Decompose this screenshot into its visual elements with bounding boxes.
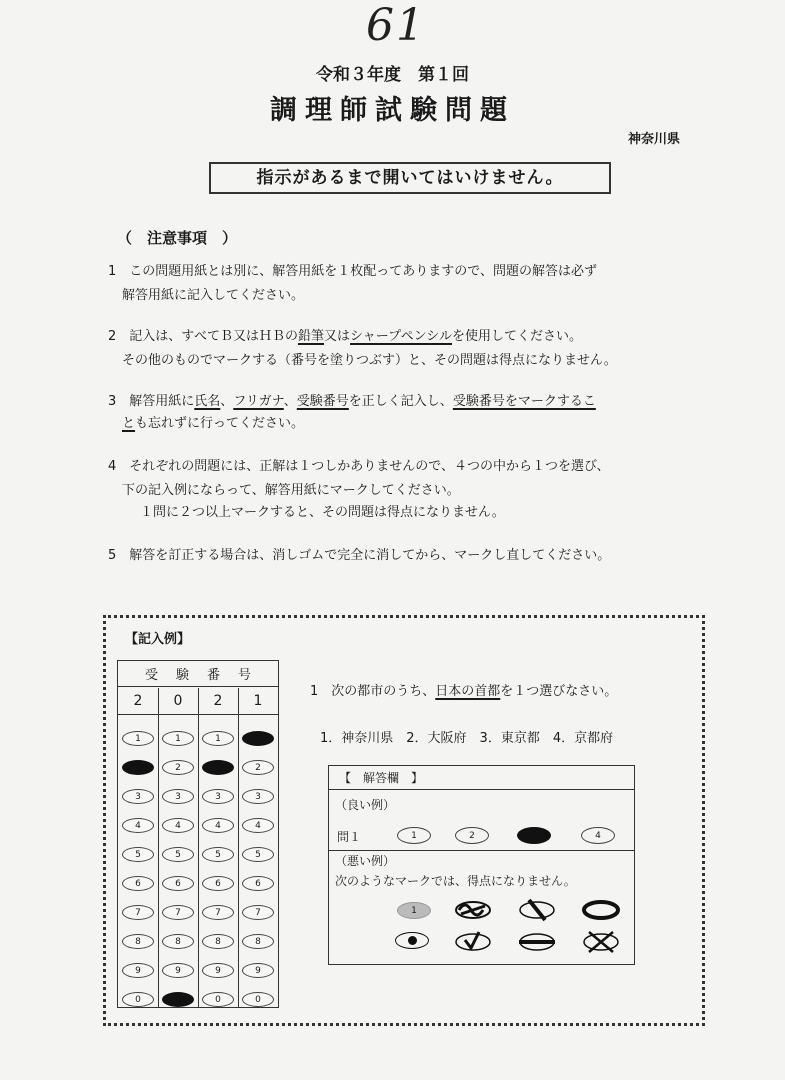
bad-mark-scribble: [456, 902, 490, 918]
exam-number-bubble: 7: [242, 905, 274, 920]
bad-mark-check: [456, 932, 490, 950]
exam-number-bubble: 4: [202, 818, 234, 833]
exam-number-bubble: 9: [162, 963, 194, 978]
note-2-text-a: 2 記入は、すべてＢ又はＨＢの: [108, 329, 299, 344]
note-5: 5 解答を訂正する場合は、消しゴムで完全に消してから、マークし直してください。: [108, 548, 611, 563]
bad-mark-cross: [584, 932, 618, 952]
exam-number-bubble: 0: [242, 992, 274, 1007]
note-2-mechanical-pencil: シャープペンシル: [350, 329, 452, 344]
note-2-line-1: [108, 325, 582, 349]
bad-mark-thick-ring: [584, 902, 618, 918]
handwritten-number: 61: [366, 0, 426, 51]
exam-digit: 2: [213, 693, 223, 709]
example-question: [310, 680, 617, 699]
exam-number-bubble: 1: [122, 731, 154, 746]
note-3-furigana: フリガナ: [233, 394, 284, 409]
exam-title: 調理師試験問題: [270, 95, 515, 126]
note-4-line-2: 下の記入例にならって、解答用紙にマークしてください。: [122, 483, 460, 498]
note-3-name: 氏名: [194, 394, 221, 409]
exam-number-bubble: 2: [202, 760, 234, 775]
exam-number-bubble: 1: [202, 731, 234, 746]
exam-number-bubble: 4: [162, 818, 194, 833]
exam-number-bubble: 7: [162, 905, 194, 920]
note-2-text-c: を使用してください。: [451, 329, 582, 344]
note-3-mark-exam-number: 受験番号をマークするこ: [452, 394, 596, 409]
bad-example-note: 次のようなマークでは、得点になりません。: [335, 874, 576, 888]
note-2-text-b: 又は: [324, 329, 351, 344]
exam-number-bubble: 8: [202, 934, 234, 949]
note-3-exam-number: 受験番号: [296, 394, 349, 409]
example-choices: 1．神奈川県 2．大阪府 3．東京都 4．京都府: [320, 731, 614, 746]
exam-number-bubble: 9: [242, 963, 274, 978]
note-3-text-c: 、: [283, 394, 297, 409]
answer-box-divider: [329, 850, 634, 851]
exam-number-header-char: 受: [144, 668, 158, 683]
note-3-text-b: 、: [220, 394, 234, 409]
bad-mark-line: [519, 934, 555, 950]
exam-number-bubble: 3: [122, 789, 154, 804]
exam-number-bubble: 8: [162, 934, 194, 949]
exam-number-header: [118, 661, 278, 687]
exam-number-bubble: 3: [242, 789, 274, 804]
exam-number-bubble: 6: [162, 876, 194, 891]
note-4-line-1: 4 それぞれの問題には、正解は１つしかありませんので、４つの中から１つを選び、: [108, 459, 610, 474]
exam-number-bubble: 8: [122, 934, 154, 949]
exam-number-bubble: 8: [242, 934, 274, 949]
note-3-text-a: 3 解答用紙に: [108, 394, 195, 409]
question-1-label: 問１: [337, 830, 362, 844]
exam-number-bubble: 0: [122, 992, 154, 1007]
grid-divider: [198, 688, 199, 1007]
exam-number-bubble: 5: [242, 847, 274, 862]
bad-marks-svg: [449, 896, 629, 960]
exam-number-bubble: 6: [242, 876, 274, 891]
exam-number-bubble: 6: [202, 876, 234, 891]
exam-number-header-char: 号: [237, 668, 251, 683]
exam-number-bubble: 5: [202, 847, 234, 862]
good-bubble: 4: [581, 827, 615, 844]
exam-number-bubble: 1: [242, 731, 274, 746]
exam-number-grid: [117, 660, 279, 1008]
bad-bubble-light: 1: [397, 902, 431, 919]
bad-mark-dot-ring: [395, 932, 429, 949]
exam-number-bubble: 9: [122, 963, 154, 978]
exam-digit: 1: [253, 693, 263, 709]
exam-number-bubble: 4: [242, 818, 274, 833]
note-2-line-2: その他のものでマークする（番号を塗りつぶす）と、その問題は得点になりません。: [122, 353, 617, 368]
exam-number-bubble: 2: [162, 760, 194, 775]
exam-number-bubble: 0: [202, 992, 234, 1007]
note-3-text-e: も忘れずに行ってください。: [135, 416, 305, 431]
question-capital: 日本の首都: [435, 684, 501, 699]
warning-box: 指示があるまで開いてはいけません。: [209, 162, 611, 194]
answer-box-header: 【 解答欄 】: [329, 766, 634, 790]
notes-heading: （ 注意事項 ）: [117, 229, 238, 247]
good-bubble-filled: [517, 827, 551, 844]
exam-number-bubble: 2: [122, 760, 154, 775]
exam-number-header-char: 験: [175, 668, 189, 683]
bad-mark-dot-center: [408, 936, 417, 945]
exam-number-bubble: 0: [162, 992, 194, 1007]
grid-divider: [238, 688, 239, 1007]
exam-number-bubble: 4: [122, 818, 154, 833]
good-bubble: 1: [397, 827, 431, 844]
exam-number-bubble: 7: [122, 905, 154, 920]
exam-number-bubble: 2: [242, 760, 274, 775]
note-1-line-1: 1 この問題用紙とは別に、解答用紙を１枚配ってありますので、問題の解答は必ず: [108, 264, 598, 279]
answer-box: [328, 765, 635, 965]
note-3-mark-exam-number-end: と: [122, 416, 136, 431]
note-3-text-d: を正しく記入し、: [348, 394, 453, 409]
note-2-pencil: 鉛筆: [298, 329, 325, 344]
question-text-a: 1 次の都市のうち、: [310, 684, 436, 699]
question-text-b: を１つ選びなさい。: [500, 684, 618, 699]
example-label: 【記入例】: [125, 632, 191, 647]
grid-divider: [158, 688, 159, 1007]
note-1-line-2: 解答用紙に記入してください。: [122, 288, 305, 303]
note-4-line-3: １問に２つ以上マークすると、その問題は得点になりません。: [140, 505, 505, 520]
exam-digit: 0: [173, 693, 183, 709]
exam-number-bubble: 6: [122, 876, 154, 891]
prefecture: 神奈川県: [628, 132, 681, 147]
exam-number-bubble: 7: [202, 905, 234, 920]
note-3-line-2: [122, 412, 304, 436]
exam-number-bubble: 3: [162, 789, 194, 804]
good-bubble: 2: [455, 827, 489, 844]
good-example-label: （良い例）: [335, 798, 396, 812]
exam-number-bubble: 1: [162, 731, 194, 746]
exam-era: 令和３年度 第１回: [316, 65, 469, 85]
exam-number-bubble: 5: [162, 847, 194, 862]
exam-digit: 2: [133, 693, 143, 709]
bad-example-label: （悪い例）: [335, 854, 396, 868]
note-3-line-1: [108, 390, 596, 414]
exam-number-bubble: 3: [202, 789, 234, 804]
exam-number-header-char: 番: [206, 668, 220, 683]
exam-number-bubble: 5: [122, 847, 154, 862]
bad-mark-slash: [520, 900, 554, 920]
exam-number-bubble: 9: [202, 963, 234, 978]
